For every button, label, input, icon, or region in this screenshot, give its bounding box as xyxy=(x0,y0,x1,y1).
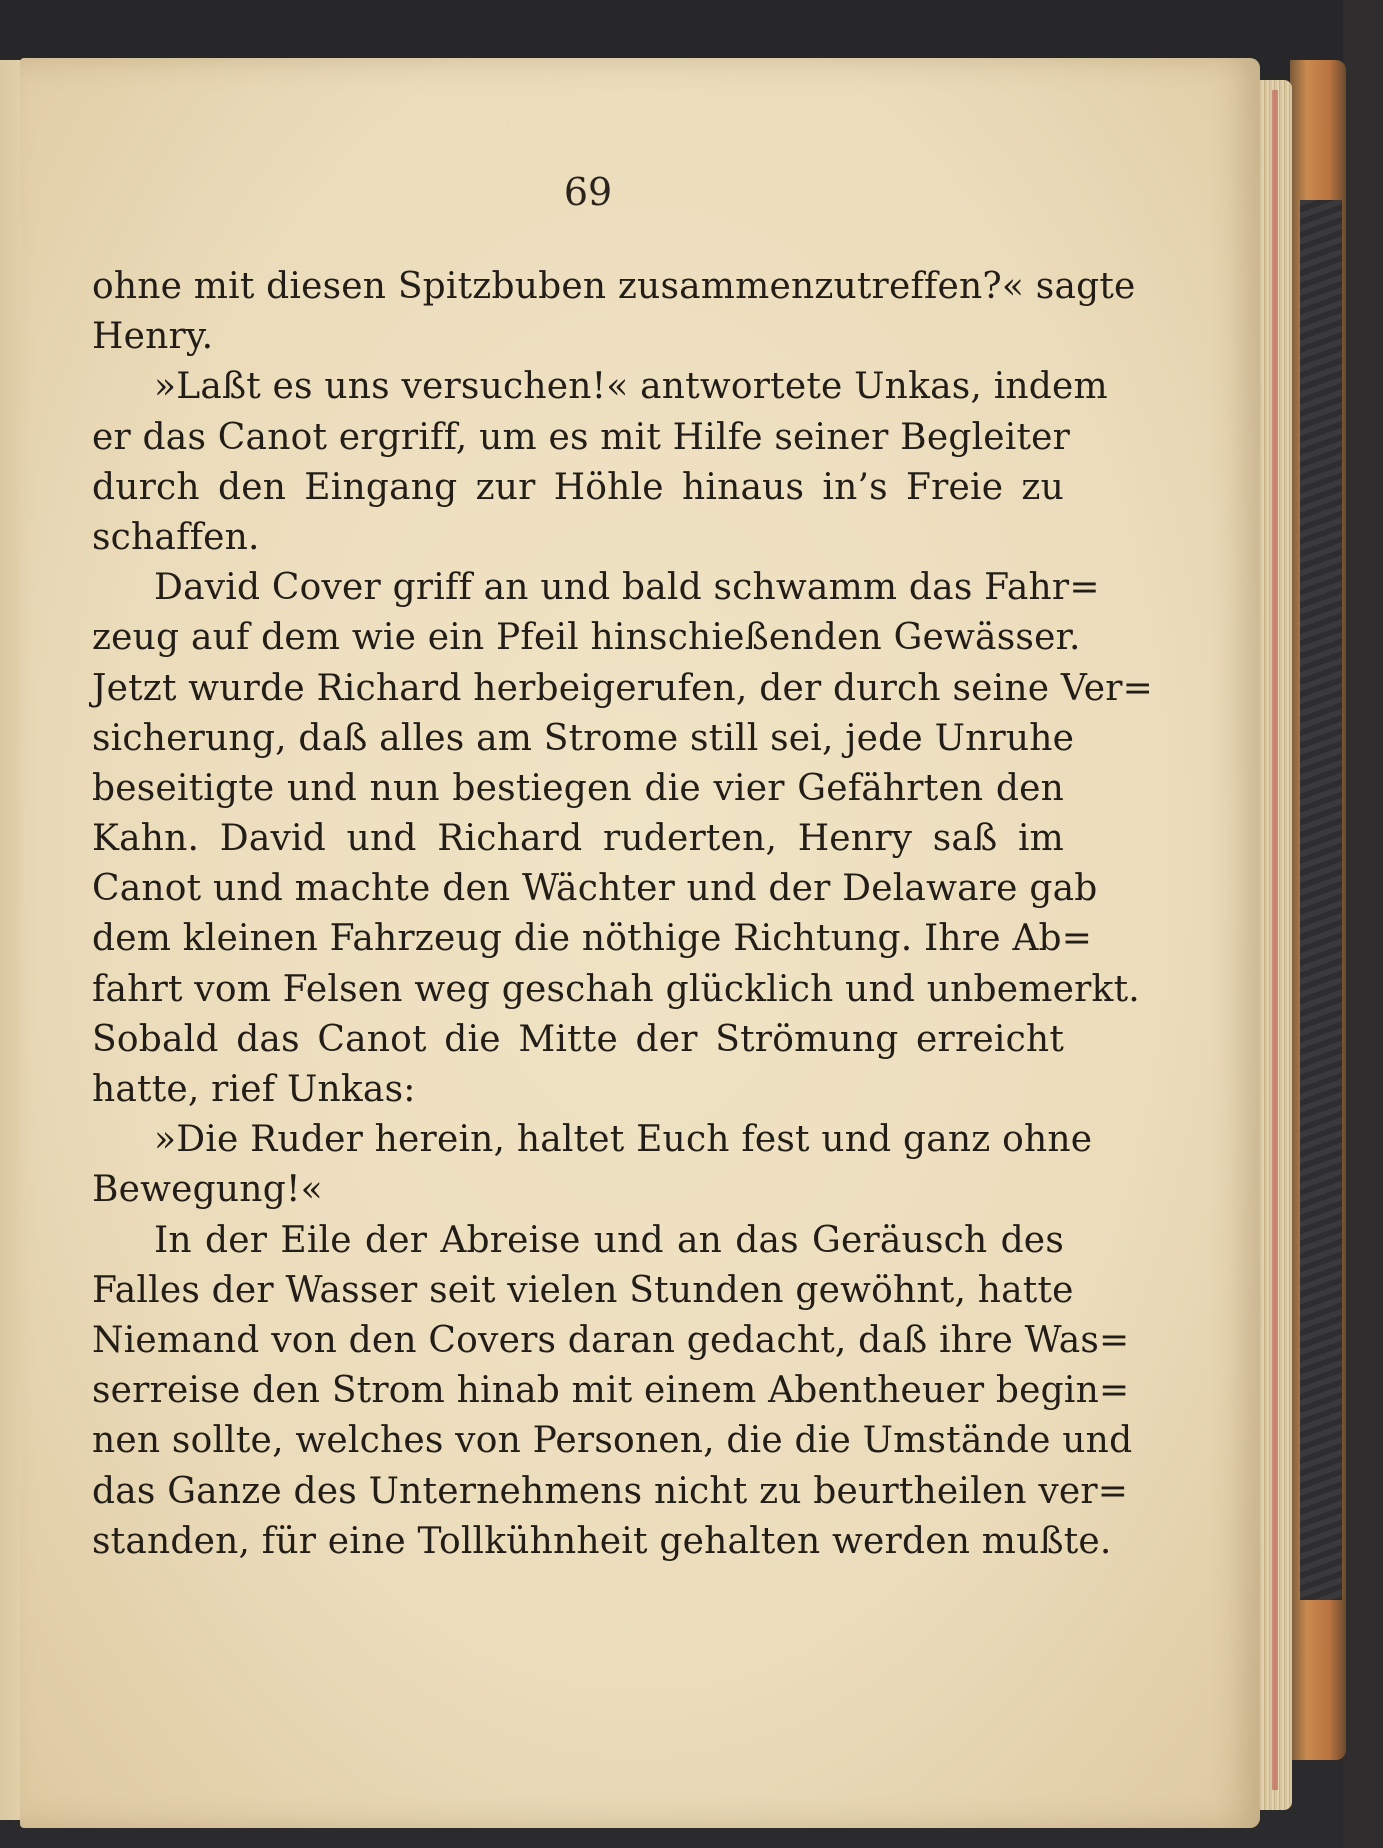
text-line: dem kleinen Fahrzeug die nöthige Richtung. Ihre Ab= xyxy=(92,918,1093,960)
page-number: 69 xyxy=(563,170,613,214)
text-line: Jetzt wurde Richard herbeigerufen, der durch seine Ver= xyxy=(92,667,1154,709)
text-line: David Cover griff an und bald schwamm das Fahr= xyxy=(154,567,1100,609)
text-line: sicherung, daß alles am Strome still sei, jede Unruhe xyxy=(92,717,1075,759)
text-line: schaffen. xyxy=(92,516,260,558)
text-line: fahrt vom Felsen weg geschah glücklich und unbemerkt. xyxy=(92,968,1140,1010)
text-line: ohne mit diesen Spitzbuben zusammenzutreffen?« sagte xyxy=(92,266,1136,307)
text-line: hatte, rief Unkas: xyxy=(92,1069,416,1110)
text-line: er das Canot ergriff, um es mit Hilfe seiner Begleiter xyxy=(92,416,1071,458)
body-text xyxy=(92,262,1154,1567)
text-line: serreise den Strom hinab mit einem Abentheuer begin= xyxy=(92,1370,1130,1412)
text-line: Niemand von den Covers daran gedacht, daß ihre Was= xyxy=(92,1319,1130,1361)
text-line: »Die Ruder herein, haltet Euch fest und ganz ohne xyxy=(154,1119,1093,1161)
text-line: Sobald das Canot die Mitte der Strömung erreicht xyxy=(92,1018,1064,1060)
text-line: Kahn. David und Richard ruderten, Henry saß im xyxy=(92,818,1064,860)
text-line: das Ganze des Unternehmens nicht zu beurtheilen ver= xyxy=(92,1470,1129,1512)
book-cover-right xyxy=(1343,0,1383,1848)
text-line: »Laßt es uns versuchen!« antwortete Unkas, indem xyxy=(154,366,1108,408)
text-line: Bewegung!« xyxy=(92,1169,323,1211)
text-line: Henry. xyxy=(92,316,214,358)
text-line: Falles der Wasser seit vielen Stunden gewöhnt, hatte xyxy=(92,1269,1074,1311)
marbled-cover-paper xyxy=(1300,200,1342,1600)
text-line: In der Eile der Abreise und an das Geräusch des xyxy=(154,1219,1064,1261)
text-line: standen, für eine Tollkühnheit gehalten werden mußte. xyxy=(92,1520,1112,1562)
text-line: zeug auf dem wie ein Pfeil hinschießenden Gewässer. xyxy=(92,617,1081,659)
text-line: durch den Eingang zur Höhle hinaus in’s Freie zu xyxy=(92,466,1064,508)
red-page-edge xyxy=(1272,90,1278,1790)
text-line: nen sollte, welches von Personen, die die Umstände und xyxy=(92,1420,1133,1462)
text-line: beseitigte und nun bestiegen die vier Gefährten den xyxy=(92,767,1064,809)
text-line: Canot und machte den Wächter und der Delaware gab xyxy=(92,868,1098,910)
